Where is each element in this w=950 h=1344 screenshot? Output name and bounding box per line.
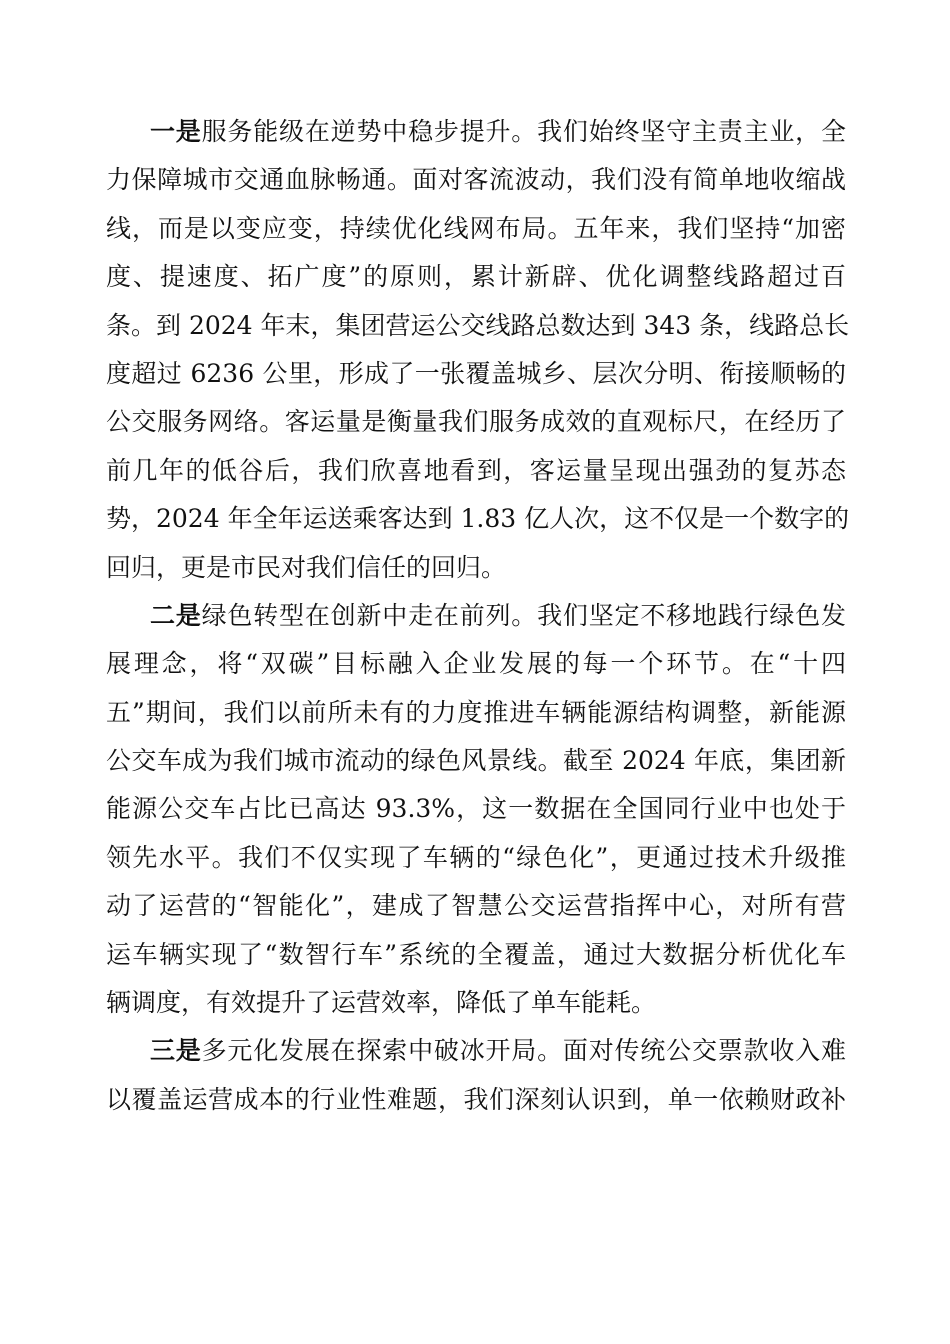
text-line: 回归，更是市民对我们信任的回归。 [106, 552, 507, 582]
text-line: 五”期间，我们以前所未有的力度推进车辆能源结构调整，新能源 [106, 697, 846, 727]
paragraph-lead: 一是 [150, 117, 202, 146]
text-line: 领先水平。我们不仅实现了车辆的“绿色化”，更通过技术升级推 [106, 842, 846, 872]
document-body [106, 108, 850, 1124]
text-line: 前几年的低谷后，我们欣喜地看到，客运量呈现出强劲的复苏态 [106, 455, 846, 485]
text-line: 公交服务网络。客运量是衡量我们服务成效的直观标尺，在经历了 [106, 407, 846, 437]
text-line: 能源公交车占比已高达 93.3%，这一数据在全国同行业中也处于 [106, 794, 846, 824]
text-line [106, 592, 846, 640]
text-line: 度、提速度、拓广度”的原则，累计新辟、优化调整线路超过百 [106, 262, 846, 292]
paragraph [106, 592, 846, 1028]
text-line: 力保障城市交通血脉畅通。面对客流波动，我们没有简单地收缩战 [106, 165, 846, 195]
text-line: 运车辆实现了“数智行车”系统的全覆盖，通过大数据分析优化车 [106, 939, 846, 969]
paragraph-lead: 三是 [150, 1036, 202, 1066]
text-line [106, 1027, 846, 1075]
text-line: 展理念，将“双碳”目标融入企业发展的每一个环节。在“十四 [106, 649, 846, 679]
text-line: 辆调度，有效提升了运营效率，降低了单车能耗。 [106, 988, 657, 1018]
paragraph-lead: 二是 [150, 600, 202, 630]
text-line: 动了运营的“智能化”，建成了智慧公交运营指挥中心，对所有营 [106, 891, 846, 921]
line-text: 绿色转型在创新中走在前列。我们坚定不移地践行绿色发 [201, 600, 846, 630]
text-line: 度超过 6236 公里，形成了一张覆盖城乡、层次分明、衔接顺畅的 [106, 358, 846, 388]
text-line: 以覆盖运营成本的行业性难题，我们深刻认识到，单一依赖财政补 [106, 1084, 846, 1114]
text-line: 线，而是以变应变，持续优化线网布局。五年来，我们坚持“加密 [106, 213, 846, 243]
text-line: 条。到 2024 年末，集团营运公交线路总数达到 343 条，线路总长 [106, 310, 850, 340]
text-line: 公交车成为我们城市流动的绿色风景线。截至 2024 年底，集团新 [106, 746, 846, 776]
paragraph [106, 108, 850, 592]
line-text: 服务能级在逆势中稳步提升。我们始终坚守主责主业，全 [201, 117, 846, 146]
text-line [106, 108, 846, 156]
paragraph [106, 1027, 846, 1124]
line-text: 多元化发展在探索中破冰开局。面对传统公交票款收入难 [201, 1036, 846, 1066]
text-line: 势，2024 年全年运送乘客达到 1.83 亿人次，这不仅是一个数字的 [106, 504, 850, 534]
